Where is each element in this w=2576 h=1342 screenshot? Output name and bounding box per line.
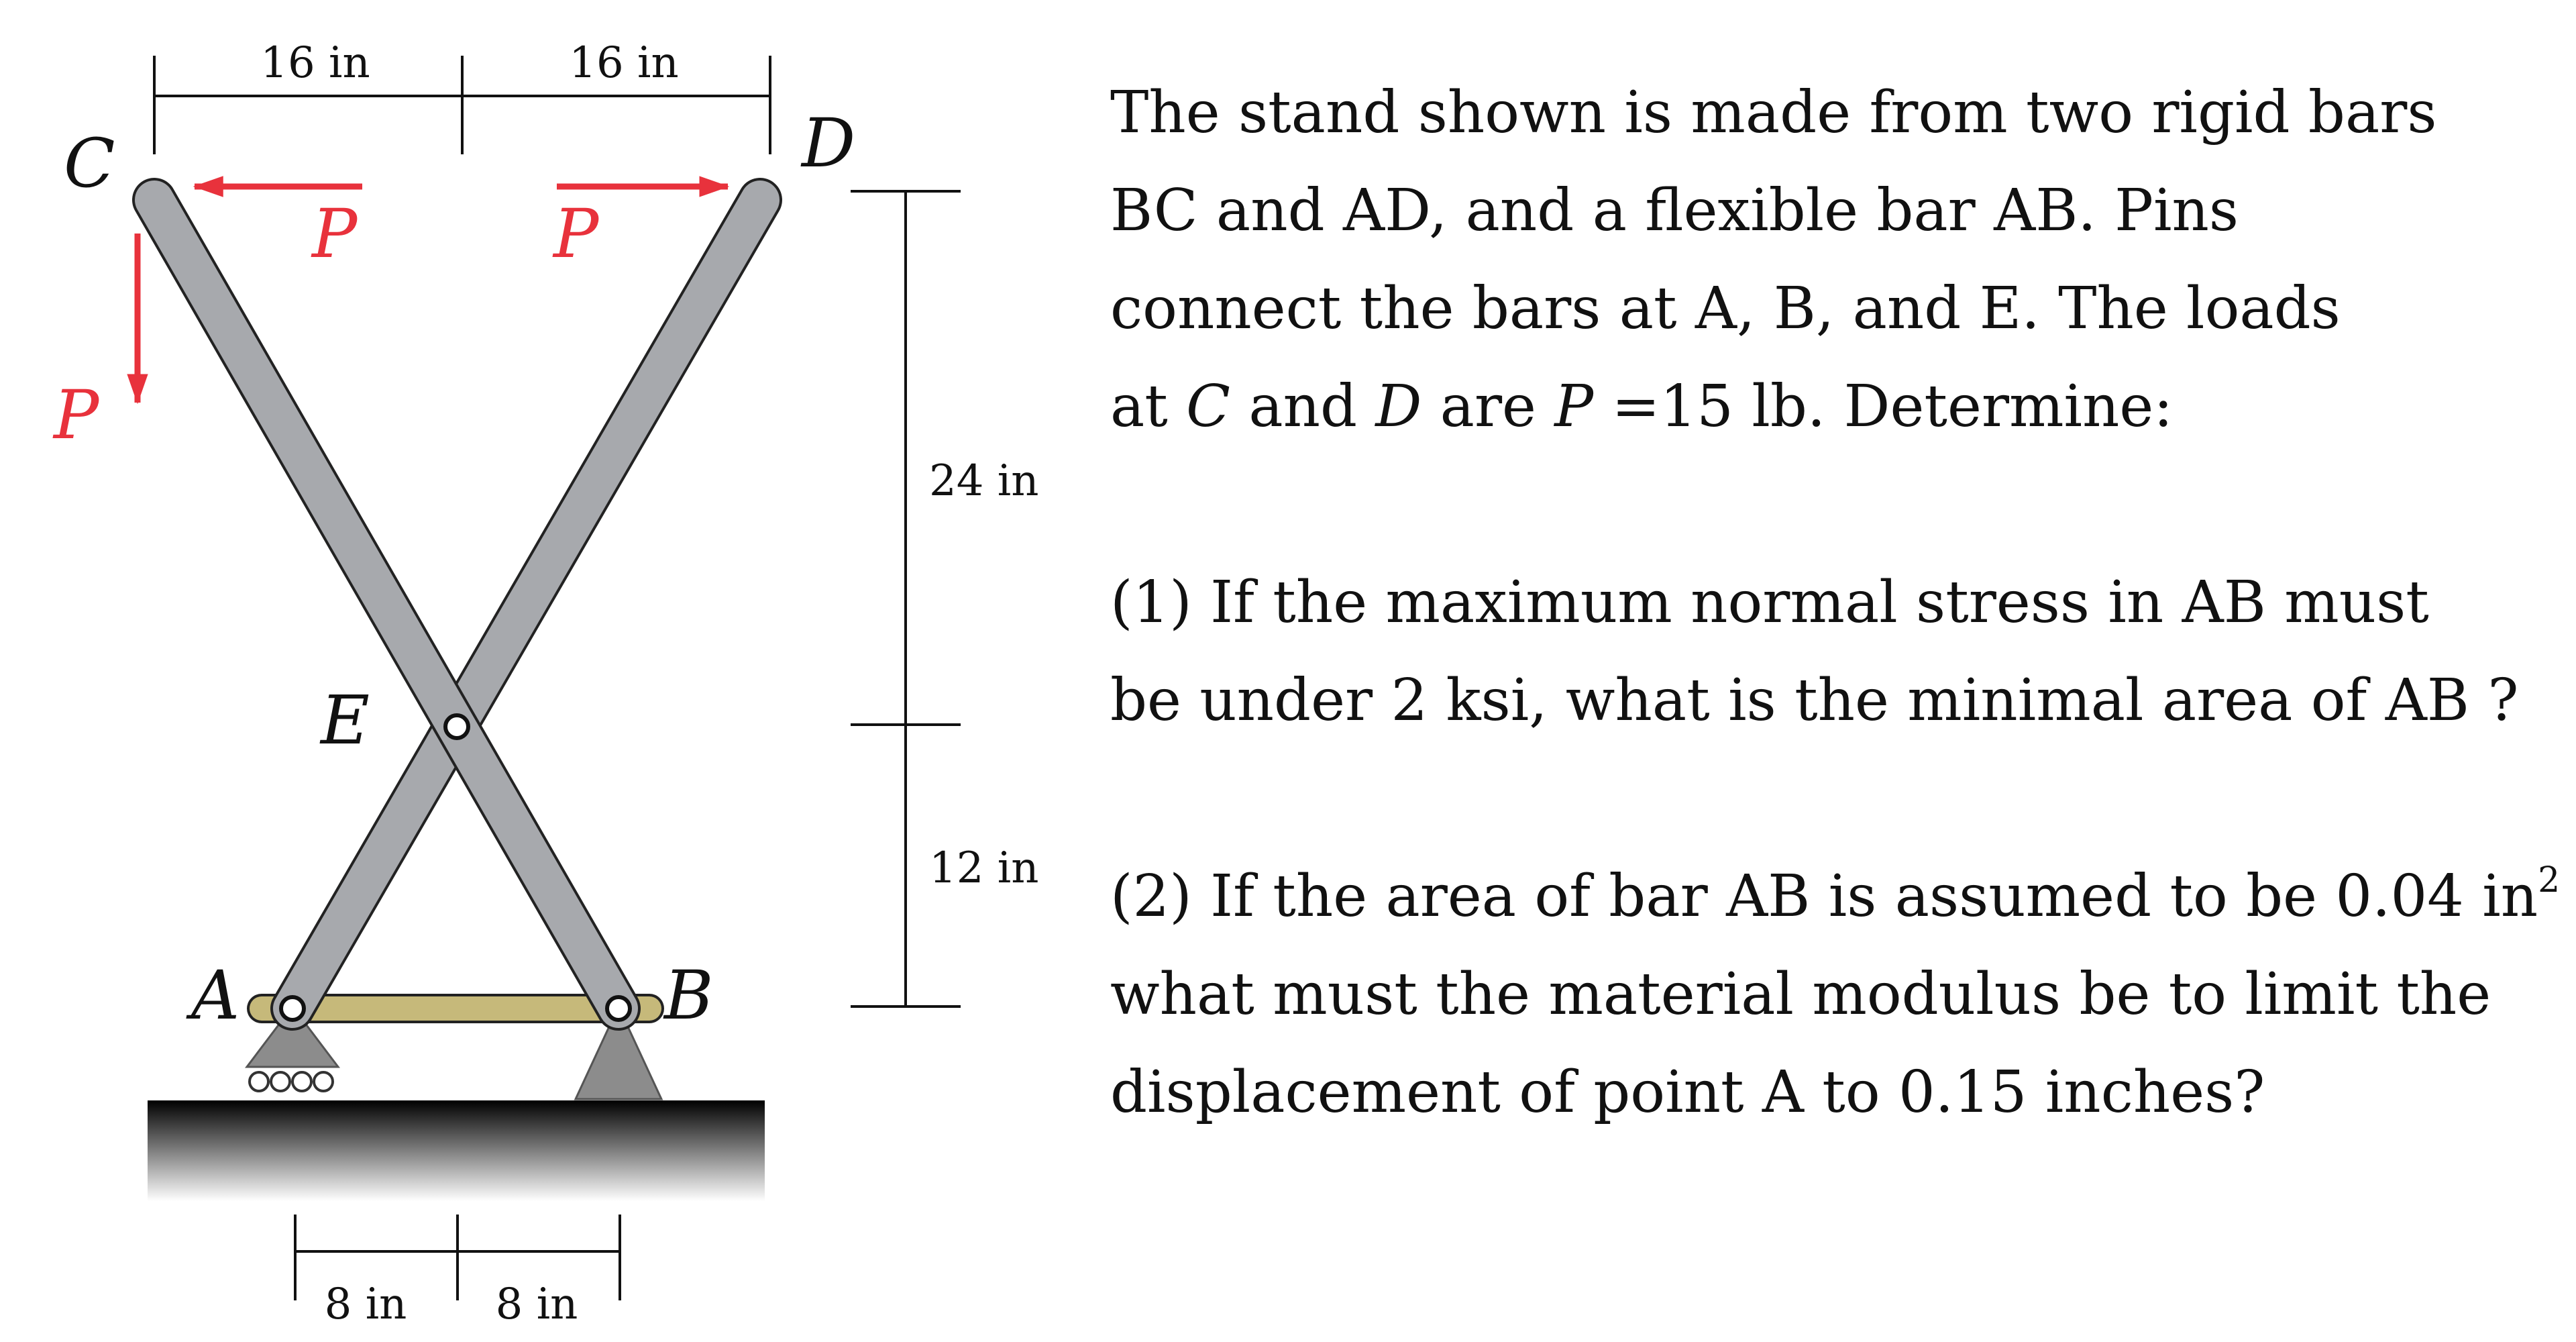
area-unit-superscript: 2 bbox=[2538, 860, 2561, 900]
dim-right-upper: 24 in bbox=[929, 456, 1039, 506]
problem-line-2: BC and AD, and a flexible bar AB. Pins bbox=[1110, 177, 2239, 244]
dim-right-lower: 12 in bbox=[929, 843, 1039, 893]
dim-top-right: 16 in bbox=[569, 38, 679, 88]
dim-bottom-right: 8 in bbox=[495, 1280, 578, 1329]
load-c-horizontal-label: P bbox=[312, 195, 358, 273]
question-2-line-1-text: (2) If the area of bar AB is assumed to be 0.04 in bbox=[1110, 863, 2538, 930]
question-2-line-1 bbox=[1110, 847, 2561, 945]
problem-line-3: connect the bars at A, B, and E. The loads bbox=[1110, 275, 2341, 342]
spacer bbox=[1110, 750, 2553, 847]
question-1-line-2: be under 2 ksi, what is the minimal area of AB ? bbox=[1110, 667, 2519, 734]
dim-top-left: 16 in bbox=[260, 38, 370, 88]
pin-a bbox=[281, 997, 304, 1020]
load-d-horizontal-label: P bbox=[553, 195, 599, 273]
line4-d: D bbox=[1375, 373, 1422, 440]
pin-e bbox=[445, 715, 468, 738]
problem-line-1: The stand shown is made from two rigid bars bbox=[1110, 79, 2437, 146]
line4-text-3: are bbox=[1421, 373, 1555, 440]
problem-statement bbox=[1110, 64, 2561, 1141]
line4-text-1: at bbox=[1110, 373, 1187, 440]
point-label-a: A bbox=[191, 956, 240, 1035]
load-c-vertical-label: P bbox=[54, 376, 99, 454]
point-label-c: C bbox=[64, 124, 115, 203]
line4-text-4: =15 lb. Determine: bbox=[1593, 373, 2174, 440]
point-label-e: E bbox=[321, 681, 370, 760]
dim-bottom-left: 8 in bbox=[324, 1280, 407, 1329]
line4-p: P bbox=[1554, 373, 1594, 440]
question-1-line-1: (1) If the maximum normal stress in AB must bbox=[1110, 569, 2429, 636]
point-label-d: D bbox=[802, 104, 856, 183]
line4-c: C bbox=[1186, 373, 1230, 440]
line4-text-2: and bbox=[1230, 373, 1376, 440]
question-2-line-2: what must the material modulus be to limit the bbox=[1110, 961, 2491, 1028]
problem-line-4 bbox=[1110, 358, 2553, 456]
point-label-b: B bbox=[664, 956, 714, 1035]
pin-b bbox=[607, 997, 630, 1020]
spacer bbox=[1110, 456, 2553, 554]
question-2-line-3: displacement of point A to 0.15 inches? bbox=[1110, 1059, 2265, 1126]
ground bbox=[148, 1100, 765, 1201]
